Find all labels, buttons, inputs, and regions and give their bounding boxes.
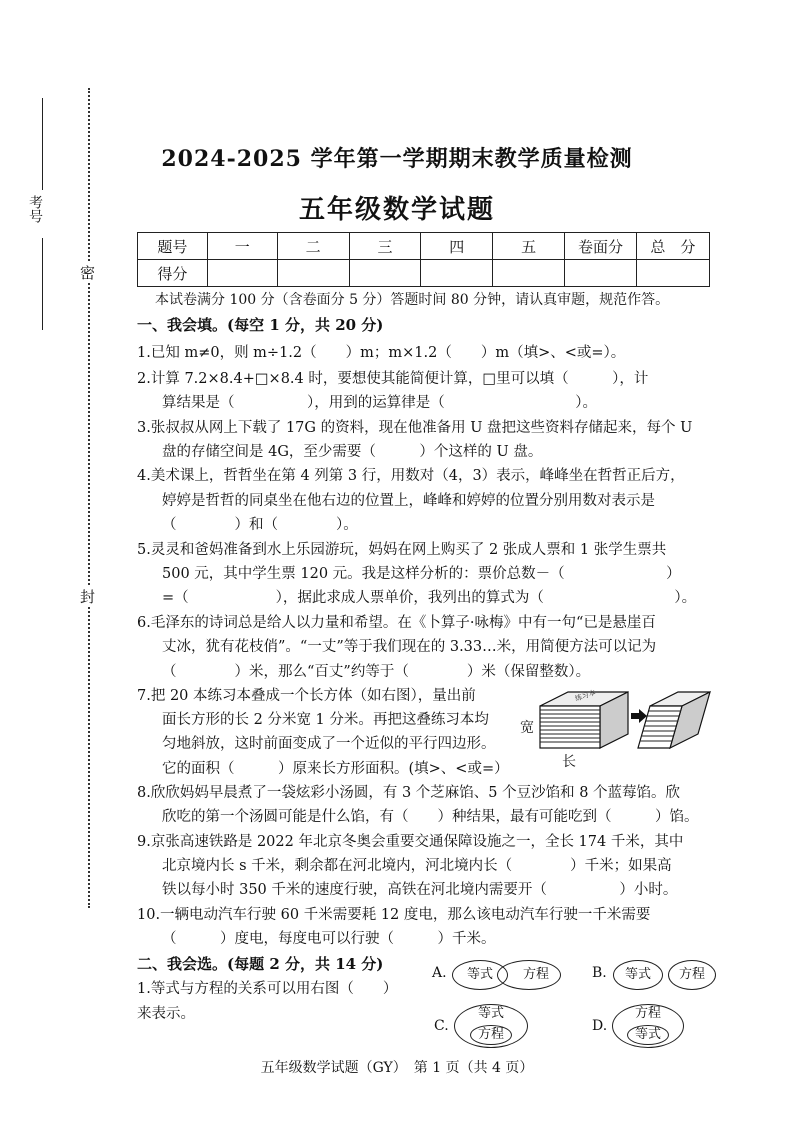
question-line: 6.毛泽东的诗词总是给人以力量和希望。在《卜算子·咏梅》中有一句“已是悬崖百 [137, 615, 656, 631]
score-table-score-row [138, 260, 710, 287]
exam-title: 2024-2025 学年第一学期期末教学质量检测 [161, 146, 633, 172]
question-line: 5.灵灵和爸妈准备到水上乐园游玩，妈妈在网上购买了 2 张成人票和 1 张学生票共 [137, 542, 667, 558]
question-line: 9.京张高速铁路是 2022 年北京冬奥会重要交通保障设施之一，全长 174 千米，其中 [137, 834, 684, 850]
question-line: 算结果是（ ），用到的运算律是（ ）。 [162, 395, 597, 411]
book-stack-figure [518, 686, 714, 770]
score-cell: 二 [277, 233, 349, 260]
score-table [137, 232, 710, 287]
score-input-cell[interactable] [636, 260, 709, 287]
book-stack-rect [540, 688, 628, 748]
option-d-inner-oval: 等式 [627, 1025, 669, 1045]
question-line: 婷婷是哲哲的同桌坐在他右边的位置上，峰峰和婷婷的位置分别用数对表示是 [162, 493, 655, 509]
page-footer: 五年级数学试题（GY） 第 1 页（共 4 页） [260, 1060, 534, 1076]
book-stack-slanted [638, 692, 710, 748]
question-line: 3.张叔叔从网上下载了 17G 的资料，现在他准备用 U 盘把这些资料存储起来，每个 U [137, 420, 693, 436]
question-line: （ ）米，那么“百丈”约等于（ ）米（保留整数）。 [162, 664, 591, 680]
question-line: 1.等式与方程的关系可以用右图（ ） [137, 981, 398, 997]
score-cell: 五 [493, 233, 565, 260]
question-line: 欣吃的第一个汤圆可能是什么馅，有（ ）种结果，最有可能吃到（ ）馅。 [162, 809, 699, 825]
exam-subtitle: 五年级数学试题 [298, 195, 495, 225]
question-line: （ ）和（ ）。 [162, 517, 358, 533]
question-line: （ ）度电，每度电可以行驶（ ）千米。 [162, 931, 496, 947]
width-label: 宽 [520, 720, 534, 736]
option-b-right-oval: 方程 [668, 960, 716, 990]
question-line: 盘的存储空间是 4G，至少需要（ ）个这样的 U 盘。 [162, 444, 543, 460]
score-cell: 总 分 [636, 233, 709, 260]
question-line: 丈冰，犹有花枝俏”。“一丈”等于我们现在的 3.33…米，用简便方法可以记为 [162, 639, 657, 655]
option-c-outer-text: 等式 [477, 1006, 504, 1021]
score-table-header-row [138, 233, 710, 260]
question-line: =（ ），据此求成人票单价，我列出的算式为（ ）。 [162, 590, 697, 606]
option-b-left-oval: 等式 [613, 960, 663, 990]
question-line: 4.美术课上，哲哲坐在第 4 列第 3 行，用数对（4，3）表示，峰峰坐在哲哲正后方， [137, 468, 685, 484]
score-input-cell[interactable] [349, 260, 421, 287]
question-line: 10.一辆电动汽车行驶 60 千米需要耗 12 度电，那么该电动汽车行驶一千米需要 [137, 907, 651, 923]
score-cell: 四 [421, 233, 493, 260]
score-input-cell[interactable] [207, 260, 277, 287]
option-c-label[interactable]: C. [434, 1018, 449, 1034]
exam-instructions: 本试卷满分 100 分（含卷面分 5 分）答题时间 80 分钟，请认真审题，规范作答。 [155, 292, 670, 308]
option-d-label[interactable]: D. [592, 1018, 608, 1034]
option-a-right-oval: 方程 [497, 960, 561, 990]
question-line: 匀地斜放，这时前面变成了一个近似的平行四边形。 [162, 736, 496, 752]
question-line: 铁以每小时 350 千米的速度行驶，高铁在河北境内需要开（ ）小时。 [162, 882, 678, 898]
option-c-inner-oval: 方程 [470, 1025, 512, 1045]
section-2-heading: 二、我会选。(每题 2 分，共 14 分) [137, 955, 384, 973]
question-line: 它的面积（ ）原来长方形面积。(填>、<或=） [162, 761, 509, 777]
score-cell: 一 [207, 233, 277, 260]
question-line: 8.欣欣妈妈早晨煮了一袋炫彩小汤圆，有 3 个芝麻馅、5 个豆沙馅和 8 个蓝莓馅。欣 [137, 785, 681, 801]
exam-no-label: 考号 [27, 195, 43, 223]
score-cell: 卷面分 [565, 233, 637, 260]
question-line: 7.把 20 本练习本叠成一个长方体（如右图），量出前 [137, 688, 476, 704]
arrow-icon [631, 709, 647, 723]
question-line: 1.已知 m≠0，则 m÷1.2（ ）m；m×1.2（ ）m（填>、<或=）。 [137, 345, 626, 361]
book-label: 练习本 [574, 688, 597, 703]
seal-char-mi: 密 [80, 264, 96, 282]
score-cell: 题号 [138, 233, 208, 260]
question-line: 北京境内长 s 千米，剩余都在河北境内，河北境内长（ ）千米；如果高 [162, 858, 672, 874]
section-1-heading: 一、我会填。(每空 1 分，共 20 分) [137, 316, 384, 334]
option-d-outer-text: 方程 [634, 1006, 661, 1021]
score-input-cell[interactable] [421, 260, 493, 287]
score-cell: 得分 [138, 260, 208, 287]
score-input-cell[interactable] [493, 260, 565, 287]
question-line: 2.计算 7.2×8.4+□×8.4 时，要想使其能简便计算，□里可以填（ ），计 [137, 371, 649, 387]
score-cell: 三 [349, 233, 421, 260]
question-line: 来表示。 [137, 1006, 195, 1022]
option-a-label[interactable]: A. [432, 965, 447, 981]
option-a-left-oval: 等式 [452, 960, 508, 990]
length-label: 长 [562, 754, 576, 770]
score-input-cell[interactable] [277, 260, 349, 287]
option-b-label[interactable]: B. [592, 965, 607, 981]
seal-char-feng: 封 [80, 588, 96, 606]
exam-no-rule-bottom [42, 238, 43, 330]
score-input-cell[interactable] [565, 260, 637, 287]
question-line: 500 元，其中学生票 120 元。我是这样分析的：票价总数－（ ） [162, 566, 681, 582]
question-line: 面长方形的长 2 分米宽 1 分米。再把这叠练习本均 [162, 712, 489, 728]
